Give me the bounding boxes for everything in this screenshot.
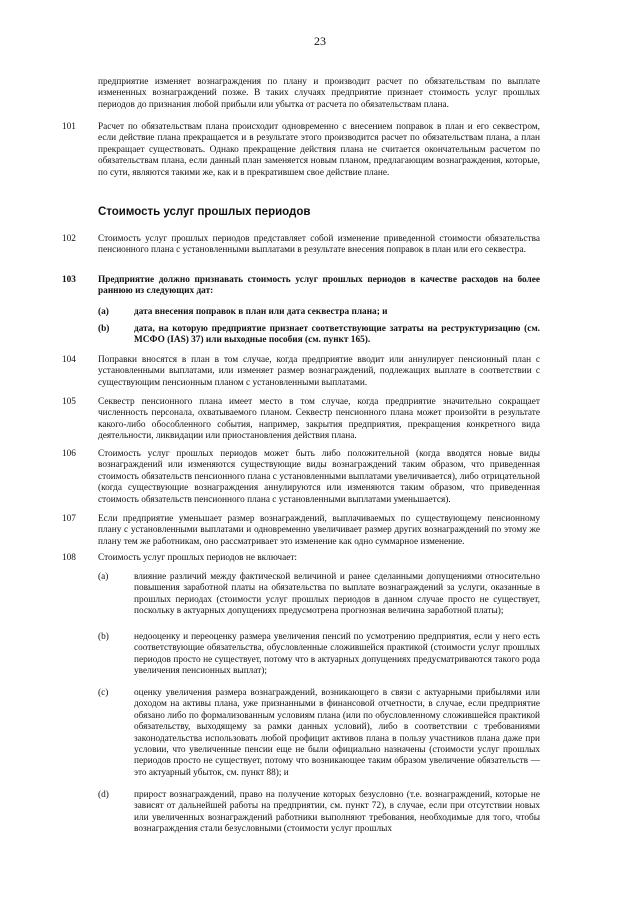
item-label: (b): [98, 324, 110, 334]
paragraph-number: 106: [62, 449, 76, 459]
paragraph-101: [62, 122, 540, 179]
paragraph-text: Стоимость услуг прошлых периодов не включает:: [98, 553, 297, 563]
paragraph-108-item-c: [98, 688, 540, 779]
paragraph-107: [62, 514, 540, 548]
item-text: прирост вознаграждений, право на получение которых безусловно (т.е. вознаграждений, которые не зависят от дальнейшей работы на предприятии, см. пункт 72), в случае, если при отсутствии новых или увеличенных вознаграждений работники выполняют требования, необходимые для того, чтобы вознаграждения стали безусловными (стоимости услуг прошлых: [134, 790, 540, 835]
item-text: дата, на которую предприятие признает соответствующие затраты на реструктуризацию (см. МСФО (IAS) 37) или выходные пособия (см. пункт 165).: [134, 324, 540, 346]
paragraph-103: [62, 275, 540, 298]
paragraph-108: [62, 553, 540, 564]
paragraph-108-item-b: [98, 632, 540, 678]
paragraph-108-item-a: [98, 572, 540, 618]
item-label: (d): [98, 790, 109, 800]
paragraph-number: 101: [62, 122, 76, 132]
item-text: недооценку и переоценку размера увеличения пенсий по усмотрению предприятия, если у него есть соответствующие обязательства, обусловленные сложившейся практикой (стоимости услуг прошлых периодов просто не существует, потому что в актуарных допущениях предусматриваются такого рода увеличения пенсионных выплат);: [134, 632, 540, 677]
paragraph-103-item-a: [98, 307, 540, 318]
item-text: оценку увеличения размера вознаграждений, возникающего в связи с актуарными прибылями или доходом на активы плана, уже признанными в финансовой отчетности, в случае, если предприятие обязано либо по формализованным условиям плана (или по обусловленному сложившейся практикой обязательству, выходящему за рамки данных условий), либо в соответствии с требованиями законодательства использовать любой профицит активов плана в пользу участников плана даже при условии, что увеличенные пенсии еще не были официально назначены (стоимости услуг прошлых периодов просто не существует, потому что возникающее таким образом увеличение обязательств — это актуарный убыток, см. пункт 88); и: [134, 688, 540, 778]
paragraph-102: [62, 234, 540, 257]
paragraph-number: 103: [62, 275, 76, 285]
paragraph-text: Расчет по обязательствам плана происходит одновременно с внесением поправок в план и его секвестром, если действие плана прекращается и в результате этого производится расчет по обязательствам плана, а план прекращает существовать. Однако прекращение действия плана не считается окончательным расчетом по обязательствам плана, если данный план заменяется новым планом, предлагающим вознаграждения, которые, по сути, являются такими же, как и в прекратившем свое действие плане.: [98, 122, 540, 178]
paragraph-106: [62, 449, 540, 506]
paragraph-text: Предприятие должно признавать стоимость услуг прошлых периодов в качестве расходов на более раннюю из следующих дат:: [98, 275, 540, 297]
item-label: (c): [98, 688, 109, 698]
paragraph-103-item-b: [98, 324, 540, 347]
page-number: 23: [314, 34, 326, 48]
paragraph-number: 102: [62, 234, 76, 244]
paragraph-text: Если предприятие уменьшает размер вознаграждений, выплачиваемых по существующему пенсионному плану с установленными выплатами и одновременно увеличивает размер других вознаграждений по этому же плану тем же работникам, оно рассматривает это изменение как одно суммарное изменение.: [98, 514, 540, 547]
paragraph-text: Поправки вносятся в план в том случае, когда предприятие вводит или аннулирует пенсионный план с установленными выплатами, или изменяет размер вознаграждений, подлежащих выплате в соответствии с существующим пенсионным планом с установленными выплатами.: [98, 355, 540, 388]
item-text: дата внесения поправок в план или дата секвестра плана; и: [134, 307, 388, 317]
paragraph-105: [62, 397, 540, 443]
item-label: (a): [98, 572, 109, 582]
paragraph-104: [62, 355, 540, 389]
paragraph-text: Стоимость услуг прошлых периодов может быть либо положительной (когда вводятся новые виды вознаграждений или изменяются существующие виды вознаграждений таким образом, что приведенная стоимость обязательств пенсионного плана с установленными выплатами увеличивается), либо отрицательной (когда существующие вознаграждения аннулируются или изменяются таким образом, что приведенная стоимость обязательств пенсионного плана с установленными выплатами уменьшается).: [98, 449, 540, 505]
item-label: (a): [98, 307, 109, 317]
section-heading: Стоимость услуг прошлых периодов: [98, 206, 311, 218]
paragraph-text: Секвестр пенсионного плана имеет место в том случае, когда предприятие значительно сокращает численность персонала, охватываемого планом. Секвестр пенсионного плана может произойти в результате какого-либо обособленного события, например, закрытия предприятия, прекращения конкретного вида деятельности, ликвидации или приостановления действия плана.: [98, 397, 540, 442]
paragraph-number: 108: [62, 553, 76, 563]
item-label: (b): [98, 632, 109, 642]
paragraph-108-item-d: [98, 790, 540, 836]
continuation-paragraph: предприятие изменяет вознаграждения по плану и производит расчет по обязательствам по выплате измененных вознаграждений позже. В таких случаях предприятие признает стоимость услуг прошлых периодов до признания любой прибыли или убытка от расчета по обязательствам плана.: [98, 77, 540, 110]
paragraph-number: 104: [62, 355, 76, 365]
paragraph-text: Стоимость услуг прошлых периодов представляет собой изменение приведенной стоимости обязательства пенсионного плана с установленными выплатами в результате внесения поправок в план или его секвестра.: [98, 234, 540, 256]
paragraph-number: 105: [62, 397, 76, 407]
item-text: влияние различий между фактической величиной и ранее сделанными допущениями относительно повышения заработной платы на обязательства по выплате вознаграждений за услуги, оказанные в прошлых периодах (стоимости услуг прошлых периодов в данном случае просто не существует, поскольку в актуарных допущениях предусмотрена прогнозная величина заработной платы);: [134, 572, 540, 617]
paragraph-number: 107: [62, 514, 76, 524]
